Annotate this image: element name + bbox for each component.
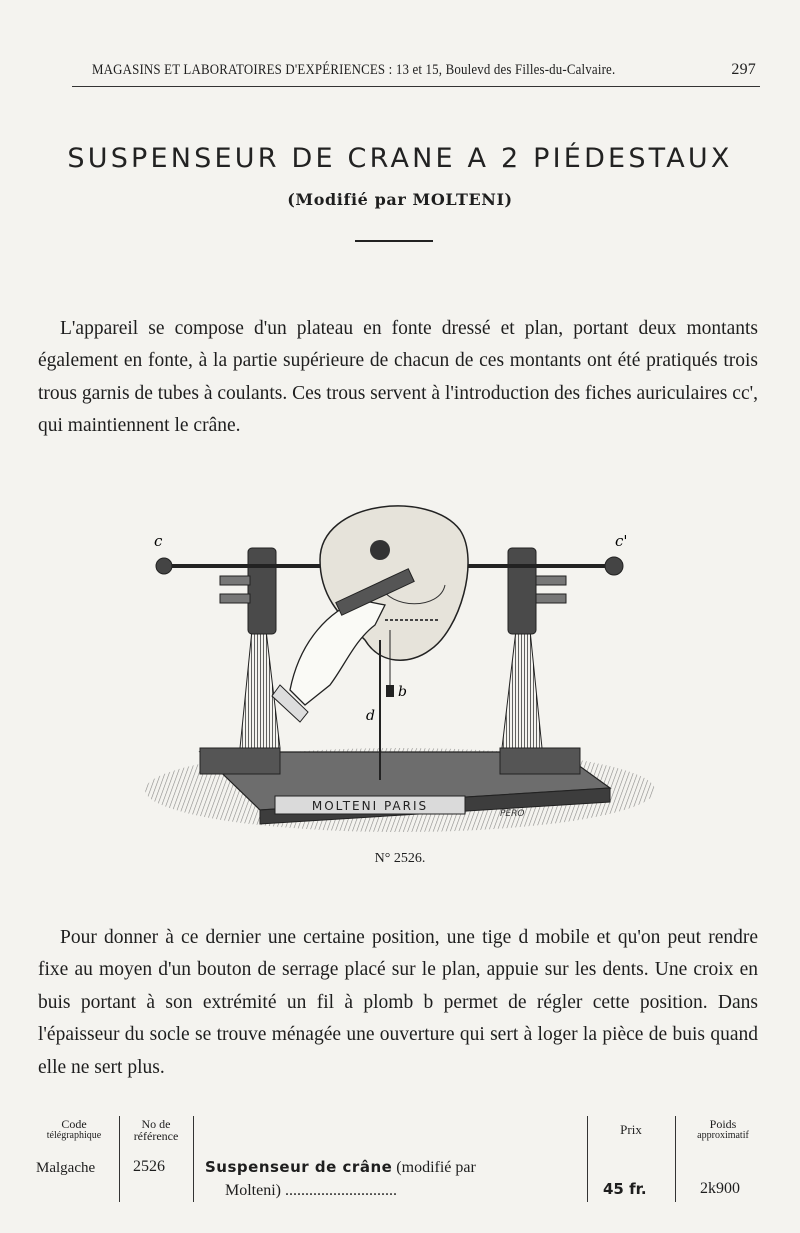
left-tube-2 [220,594,250,603]
right-pedestal-column [502,630,542,748]
label-c: c [154,532,163,550]
right-pedestal-head [508,548,536,634]
running-header [72,58,760,87]
right-tube-2 [536,594,566,603]
right-tube-1 [536,576,566,585]
figure-caption: N° 2526. [374,851,426,866]
right-rod-knob [605,557,623,575]
hand [290,600,385,705]
skull-orbit [370,540,390,560]
header-weight-line2: approximatif [697,1130,749,1141]
label-c-prime: c' [615,532,628,550]
cell-reference: 2526 [133,1158,165,1175]
cell-code: Malgache [36,1160,96,1176]
header-code-line2: télégraphique [46,1130,102,1141]
left-pedestal-head [248,548,276,634]
header-ref-line1: No de [141,1117,171,1131]
left-pedestal-column [240,630,280,748]
left-rod-knob [156,558,172,574]
left-pedestal-foot [200,748,280,774]
right-pedestal-foot [500,748,580,774]
description-paragraph-2: Pour donner à ce dernier une certaine position, une tige d mobile et qu'on peut rendre fixe au moyen d'un bouton de serrage placé sur le plan, appuie sur les dents. Une croix en buis portant à son extrémité un fil à plomb b permet de régler cette position. Dans l'épaisseur du socle se trouve ménagée une ouverture qui sert à loger la pièce de buis quand elle ne sert plus. [38,926,758,1078]
maker-plate-text: MOLTENI PARIS [311,799,429,813]
page-subtitle: (Modifié par MOLTENI) [287,190,513,209]
cell-description-line1 [205,1158,476,1177]
header-code-line1: Code [61,1117,87,1131]
label-d: d [366,708,375,724]
header-weight [676,1118,770,1142]
description-bold: Suspenseur de crâne [205,1158,393,1176]
description-rest: (modifié par [396,1159,476,1176]
running-title: MAGASINS ET LABORATOIRES D'EXPÉRIENCES : 13 et 15, Boulevd des Filles-du-Calvaire. [92,62,616,78]
header-code [30,1118,118,1142]
header-weight-line1: Poids [709,1117,737,1131]
engraving-svg [140,490,660,840]
header-ref-line2: référence [133,1129,179,1143]
cell-description-line2: Molteni) ............................ [225,1182,397,1199]
title-divider [355,240,433,242]
header-price: Prix [620,1122,642,1137]
column-divider [193,1116,194,1202]
left-tube-1 [220,576,250,585]
cell-weight: 2k900 [700,1180,740,1197]
description-paragraph-1: L'appareil se compose d'un plateau en fonte dressé et plan, portant deux montants également en fonte, à la partie supérieure de chacun de ces montants ont été pratiqués trois trous garnis de tubes à coulants. Ces trous servent à l'introduction des fiches auriculaires cc', qui maintiennent le crâne. [38,317,758,436]
page-number: 297 [731,61,756,78]
price-table [30,1112,770,1208]
label-b: b [398,684,407,700]
page-title: SUSPENSEUR DE CRANE A 2 PIÉDESTAUX [67,143,733,174]
plumb-bob [386,685,394,697]
skull-suspensor-illustration [140,490,660,840]
engraver-signature: PERO [500,809,525,819]
header-reference [120,1118,192,1142]
cell-price: 45 fr. [603,1180,647,1198]
